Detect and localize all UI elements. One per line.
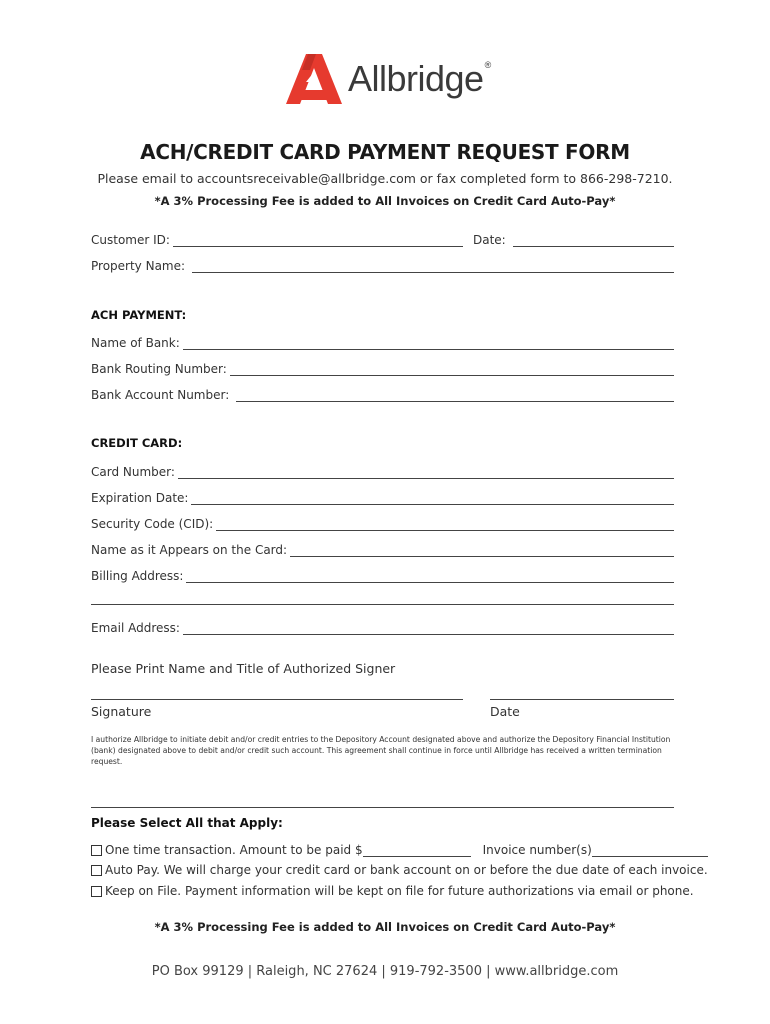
credit-card-heading: CREDIT CARD: — [91, 436, 183, 450]
signature-date-label: Date — [490, 704, 520, 719]
security-code-label: Security Code (CID): — [91, 517, 214, 531]
auto-pay-label: Auto Pay. We will charge your credit card or bank account on or before the due date of each invoice. — [105, 863, 708, 877]
account-number-field[interactable] — [91, 384, 674, 402]
email-address-line[interactable] — [183, 622, 674, 635]
expiration-date-label: Expiration Date: — [91, 491, 189, 505]
customer-id-line[interactable] — [173, 234, 463, 247]
bank-name-line[interactable] — [183, 337, 674, 350]
routing-number-field[interactable] — [91, 358, 674, 376]
keep-on-file-label: Keep on File. Payment information will be kept on file for future authorizations via email or phone. — [105, 884, 694, 898]
authorization-text: I authorize Allbridge to initiate debit and/or credit entries to the Depository Account designated above and authorize the Depository Financial Institution (bank) designated above to debit and/or credit such account. This agreement shall continue in force until Allbridge has received a written termination request. — [91, 735, 671, 766]
date-field[interactable] — [473, 229, 674, 247]
fee-notice-bottom: *A 3% Processing Fee is added to All Invoices on Credit Card Auto-Pay* — [154, 920, 616, 934]
auto-pay-checkbox[interactable] — [91, 865, 102, 876]
property-name-label: Property Name: — [91, 259, 186, 273]
ach-heading: ACH PAYMENT: — [91, 308, 187, 322]
expiration-date-field[interactable] — [91, 487, 674, 505]
billing-address-label: Billing Address: — [91, 569, 184, 583]
card-number-line[interactable] — [178, 466, 674, 479]
card-number-field[interactable] — [91, 461, 674, 479]
security-code-line[interactable] — [216, 518, 674, 531]
signature-line[interactable] — [91, 699, 463, 700]
signature-date-line[interactable] — [490, 699, 674, 700]
cardholder-name-line[interactable] — [290, 544, 674, 557]
cardholder-name-field[interactable] — [91, 539, 674, 557]
bank-name-field[interactable] — [91, 332, 674, 350]
email-address-label: Email Address: — [91, 621, 180, 635]
property-name-field[interactable] — [91, 255, 674, 273]
invoice-number-line[interactable] — [592, 844, 708, 857]
email-address-field[interactable] — [91, 617, 674, 635]
signature-label: Signature — [91, 704, 152, 719]
brand-name: Allbridge® — [348, 58, 491, 99]
date-label: Date: — [473, 233, 506, 247]
date-line[interactable] — [513, 234, 674, 247]
one-time-checkbox[interactable] — [91, 845, 102, 856]
company-logo — [286, 54, 491, 104]
auto-pay-option[interactable] — [91, 862, 708, 878]
property-name-line[interactable] — [192, 260, 674, 273]
footer-contact: PO Box 99129 | Raleigh, NC 27624 | 919-792-3500 | www.allbridge.com — [151, 964, 619, 979]
customer-id-field[interactable] — [91, 229, 463, 247]
card-number-label: Card Number: — [91, 465, 175, 479]
billing-address-field[interactable] — [91, 565, 674, 583]
security-code-field[interactable] — [91, 513, 674, 531]
allbridge-a-icon — [286, 54, 342, 104]
signer-prompt: Please Print Name and Title of Authorized Signer — [91, 661, 396, 676]
bank-name-label: Name of Bank: — [91, 336, 180, 350]
options-heading: Please Select All that Apply: — [91, 816, 283, 830]
form-instructions: Please email to accountsreceivable@allbridge.com or fax completed form to 866-298-7210. — [97, 171, 673, 186]
amount-line[interactable] — [363, 844, 471, 857]
billing-address-line[interactable] — [186, 570, 674, 583]
customer-id-label: Customer ID: — [91, 233, 170, 247]
fee-notice-top: *A 3% Processing Fee is added to All Invoices on Credit Card Auto-Pay* — [154, 194, 616, 208]
one-time-label: One time transaction. Amount to be paid $ — [105, 843, 363, 857]
account-number-label: Bank Account Number: — [91, 388, 230, 402]
form-title: ACH/CREDIT CARD PAYMENT REQUEST FORM — [140, 140, 630, 164]
one-time-option[interactable] — [91, 842, 708, 858]
routing-number-label: Bank Routing Number: — [91, 362, 227, 376]
keep-on-file-option[interactable] — [91, 883, 694, 899]
invoice-number-label: Invoice number(s) — [482, 843, 592, 857]
account-number-line[interactable] — [236, 389, 674, 402]
keep-on-file-checkbox[interactable] — [91, 886, 102, 897]
cardholder-name-label: Name as it Appears on the Card: — [91, 543, 288, 557]
divider-line — [91, 807, 674, 808]
expiration-date-line[interactable] — [191, 492, 674, 505]
billing-address-line-2[interactable] — [91, 604, 674, 605]
routing-number-line[interactable] — [230, 363, 674, 376]
